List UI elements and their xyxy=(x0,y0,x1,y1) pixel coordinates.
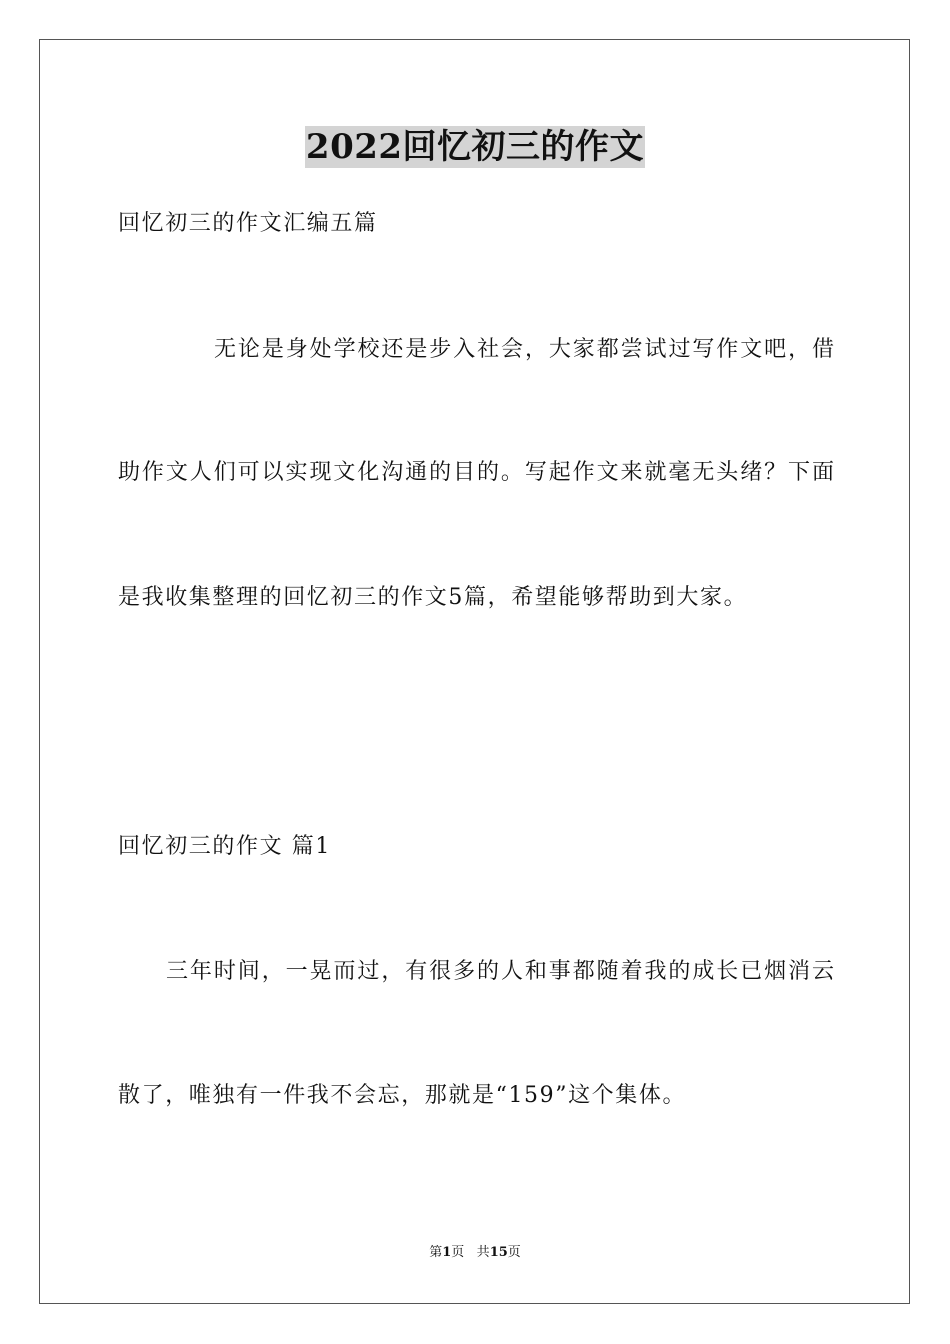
body-line-2: 散了，唯独有一件我不会忘，那就是“159”这个集体。 xyxy=(118,1083,687,1108)
intro-line-3: 是我收集整理的回忆初三的作文5篇，希望能够帮助到大家。 xyxy=(118,585,748,610)
document-subtitle: 回忆初三的作文汇编五篇 xyxy=(118,211,378,236)
footer-total-pages: 15 xyxy=(489,1245,508,1260)
footer-page-prefix: 第 xyxy=(429,1245,443,1260)
document-title: 2022回忆初三的作文 xyxy=(305,127,645,167)
footer-total-prefix: 共 xyxy=(476,1245,490,1260)
title-container xyxy=(0,126,950,168)
footer-page-suffix: 页 xyxy=(451,1245,465,1260)
footer-page-number: 1 xyxy=(442,1245,452,1260)
page-footer xyxy=(0,1244,950,1262)
section-heading: 回忆初三的作文 篇1 xyxy=(118,834,331,859)
intro-line-1: 无论是身处学校还是步入社会，大家都尝试过写作文吧，借 xyxy=(214,337,834,362)
body-line-1: 三年时间，一晃而过，有很多的人和事都随着我的成长已烟消云 xyxy=(166,959,834,984)
intro-line-2: 助作文人们可以实现文化沟通的目的。写起作文来就毫无头绪？下面 xyxy=(118,460,834,485)
footer-total-suffix: 页 xyxy=(507,1245,521,1260)
